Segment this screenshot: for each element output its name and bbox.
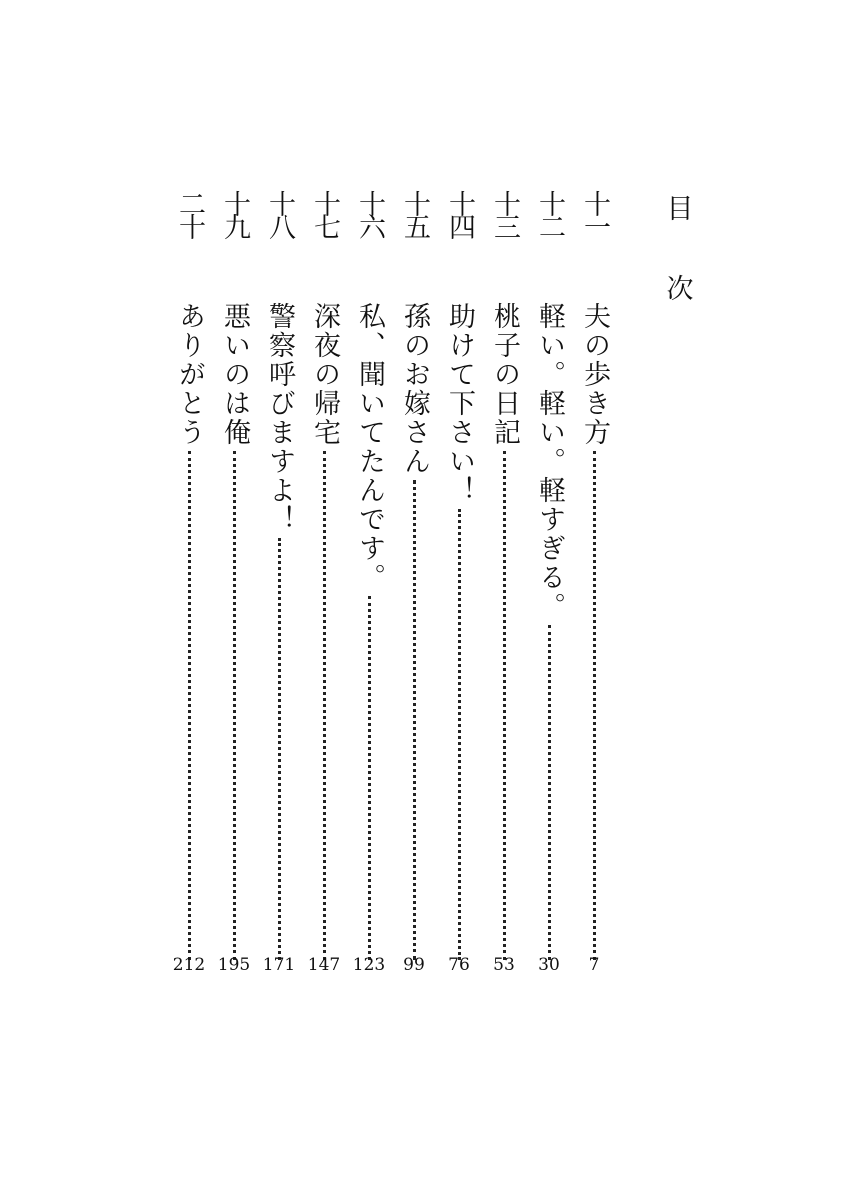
dot-leader [233,451,236,960]
page-number: 147 [307,955,341,975]
dot-leader [503,451,506,960]
dot-leader [458,509,461,960]
dot-leader [323,451,326,960]
toc-heading-char-2: 次 [666,274,694,305]
chapter-title: 深夜の帰宅 [309,302,340,447]
toc-entry-18[interactable] [257,190,301,980]
chapter-number: 十八 [264,190,295,236]
page-number: 76 [448,955,470,975]
page-number: 53 [493,955,515,975]
chapter-title-column [527,302,571,962]
chapter-title: ありがとう [174,302,205,447]
chapter-number: 十六 [354,190,385,236]
toc-entry-19[interactable] [212,190,256,980]
chapter-title-column [482,302,526,962]
toc-entry-13[interactable] [482,190,526,980]
chapter-title-column [347,302,391,962]
dot-leader [188,451,191,960]
chapter-number: 二十 [174,190,205,236]
chapter-title-column [257,302,301,962]
chapter-number: 十九 [219,190,250,236]
page-number: 195 [217,955,251,975]
chapter-title: 孫のお嫁さん [399,302,430,476]
page-number: 99 [403,955,425,975]
chapter-title: 警察呼びますよ！ [264,302,295,534]
chapter-title: 悪いのは俺 [219,302,250,447]
chapter-title-column [167,302,211,962]
dot-leader [278,538,281,960]
chapter-title: 私、聞いてたんです。 [354,302,385,592]
chapter-number: 十二 [534,190,565,236]
chapter-title-column [572,302,616,962]
page-number: 123 [352,955,386,975]
toc-entry-15[interactable] [392,190,436,980]
chapter-number: 十七 [309,190,340,236]
chapter-title-column [212,302,256,962]
dot-leader [413,480,416,960]
chapter-number: 十三 [489,190,520,236]
toc-entry-16[interactable] [347,190,391,980]
chapter-title-column [437,302,481,962]
chapter-number: 十五 [399,190,430,236]
toc-heading-char-1: 目 [666,194,694,225]
chapter-number: 十四 [444,190,475,236]
page-number: 171 [262,955,296,975]
chapter-title: 桃子の日記 [489,302,520,447]
page-number: 212 [172,955,206,975]
chapter-title-column [302,302,346,962]
chapter-title: 夫の歩き方 [579,302,610,447]
page-number: 7 [588,955,600,975]
toc-entry-11[interactable] [572,190,616,980]
chapter-title-column [392,302,436,962]
chapter-title: 軽い。軽い。軽すぎる。 [534,302,565,621]
dot-leader [548,625,551,960]
toc-entry-17[interactable] [302,190,346,980]
dot-leader [368,596,371,960]
toc-entry-12[interactable] [527,190,571,980]
dot-leader [593,451,596,960]
page-number: 30 [538,955,560,975]
chapter-title: 助けて下さい！ [444,302,475,505]
chapter-number: 十一 [579,190,610,236]
toc-entry-14[interactable] [437,190,481,980]
toc-entry-20[interactable] [167,190,211,980]
